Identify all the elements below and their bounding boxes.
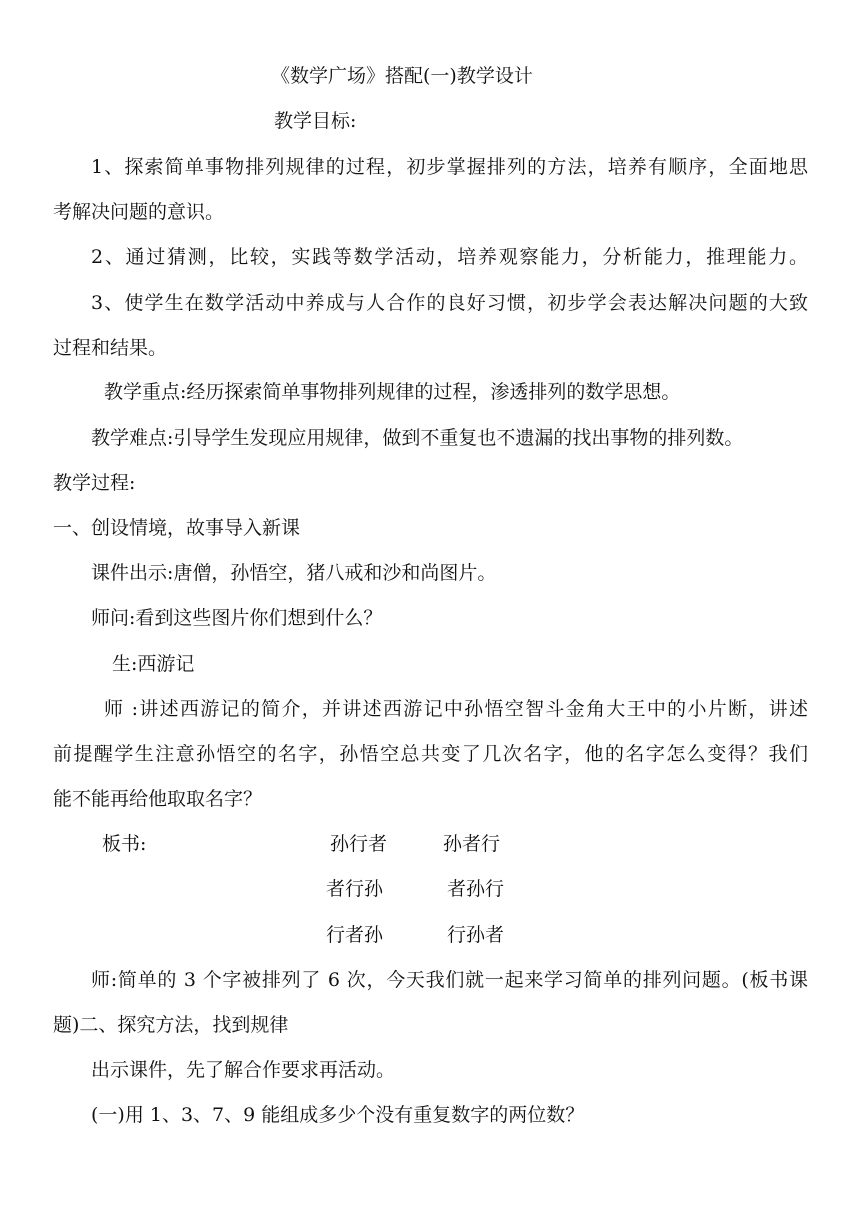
courseware-show-2: 出示课件，先了解合作要求再活动。 xyxy=(91,1059,396,1081)
student-answer: 生:西游记 xyxy=(112,653,195,675)
teacher-story-line1: 师 :讲述西游记的简介，并讲述西游记中孙悟空智斗金角大王中的小片断，讲述 xyxy=(104,698,808,720)
board-item: 孙者行 xyxy=(443,833,501,855)
objective-1-line2: 考解决问题的意识。 xyxy=(53,201,225,223)
teacher-question: 师问:看到这些图片你们想到什么？ xyxy=(91,607,383,629)
board-item: 者行孙 xyxy=(326,878,384,900)
section-1-heading: 一、创设情境，故事导入新课 xyxy=(53,517,301,539)
objective-3-line2: 过程和结果。 xyxy=(53,337,168,359)
objective-1-line1: 1、探索简单事物排列规律的过程，初步掌握排列的方法，培养有顺序，全面地思 xyxy=(91,156,808,178)
board-item: 孙行者 xyxy=(330,833,388,855)
board-label: 板书: xyxy=(102,833,147,855)
teacher-story-line3: 能不能再给他取取名字？ xyxy=(53,788,263,810)
objective-3-line1: 3、使学生在数学活动中养成与人合作的良好习惯，初步学会表达解决问题的大致 xyxy=(91,292,808,314)
process-heading: 教学过程: xyxy=(53,472,136,494)
document-title: 《数学广场》搭配(一)教学设计 xyxy=(271,65,533,87)
objectives-heading: 教学目标: xyxy=(274,110,357,132)
courseware-show: 课件出示:唐僧，孙悟空，猪八戒和沙和尚图片。 xyxy=(91,562,497,584)
board-item: 行孙者 xyxy=(447,924,505,946)
teacher-story-line2: 前提醒学生注意孙悟空的名字，孙悟空总共变了几次名字，他的名字怎么变得？我们 xyxy=(53,743,808,765)
teacher-summary-line2: 题)二、探究方法，找到规律 xyxy=(53,1014,289,1036)
question-1: (一)用 1、3、7、9 能组成多少个没有重复数字的两位数？ xyxy=(91,1104,585,1126)
board-item: 者孙行 xyxy=(447,878,505,900)
key-point: 教学重点:经历探索简单事物排列规律的过程，渗透排列的数学思想。 xyxy=(104,381,681,403)
board-item: 行者孙 xyxy=(326,924,384,946)
objective-2: 2、通过猜测，比较，实践等数学活动，培养观察能力，分析能力，推理能力。 xyxy=(91,246,808,268)
difficulty: 教学难点:引导学生发现应用规律，做到不重复也不遗漏的找出事物的排列数。 xyxy=(91,427,744,449)
teacher-summary-line1: 师:简单的 3 个字被排列了 6 次，今天我们就一起来学习简单的排列问题。(板书课 xyxy=(91,969,808,991)
